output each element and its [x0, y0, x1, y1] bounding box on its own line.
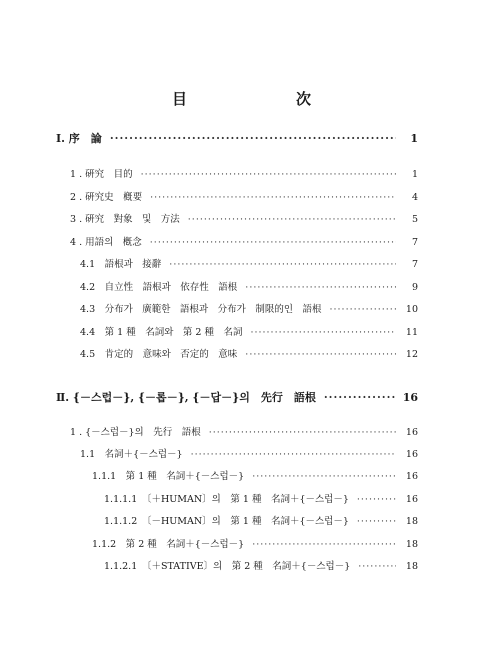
toc-entry-page: 9 — [411, 282, 418, 293]
leader-dots — [252, 471, 396, 482]
toc-entry-label: 1 . 硏究 目的 — [70, 169, 133, 180]
toc-entry-label: 1.1.1 第 1 種 名詞＋{－스럽－} — [92, 471, 245, 482]
leader-dots — [245, 282, 396, 293]
toc-entry-label: 1 . {－스럽－}의 先行 語根 — [70, 427, 201, 438]
toc-entry-2-1[interactable] — [70, 424, 418, 438]
toc-entry-page: 18 — [405, 561, 418, 572]
leader-dots — [191, 449, 396, 460]
toc-entry-page: 1 — [411, 169, 418, 180]
toc-entry-page: 11 — [405, 327, 418, 338]
leader-dots — [250, 327, 396, 338]
title-char-left: 目 — [172, 90, 188, 108]
leader-dots — [110, 132, 396, 145]
toc-entry-page: 7 — [411, 237, 418, 248]
toc-entry-page: 5 — [411, 214, 418, 225]
toc-entry-label: 1.1 名詞＋{－스럽－} — [80, 449, 183, 460]
leader-dots — [141, 169, 396, 180]
leader-dots — [209, 427, 396, 438]
toc-entry-page: 18 — [405, 516, 418, 527]
toc-entry-4[interactable] — [70, 234, 418, 248]
leader-dots — [357, 516, 396, 527]
toc-entry-label: Ⅱ. {－스럽－}, {－롭－}, {－답－}의 先行 語根 — [56, 391, 316, 404]
toc-entry-page: 16 — [405, 427, 418, 438]
toc-entry-label: 2 . 硏究史 槪要 — [70, 192, 143, 203]
toc-entry-1-1-1[interactable] — [92, 468, 418, 482]
title-char-right: 次 — [296, 90, 312, 108]
toc-entry-label: 4.5 肯定的 意味와 否定的 意味 — [80, 349, 238, 360]
toc-entry-1-1-1-1[interactable] — [104, 491, 418, 505]
toc-entry-page: 4 — [411, 192, 418, 203]
toc-entry-label: 4.2 自立性 語根과 依存性 語根 — [80, 282, 238, 293]
toc-entry-page: 10 — [405, 304, 418, 315]
toc-entry-1[interactable] — [70, 166, 418, 180]
toc-entry-page: 16 — [402, 391, 418, 404]
toc-entry-label: 1.1.1.1 〔＋HUMAN〕의 第 1 種 名詞＋{－스럽－} — [104, 494, 349, 505]
toc-entry-4-1[interactable] — [80, 256, 418, 270]
toc-entry-label: 1.1.1.2 〔－HUMAN〕의 第 1 種 名詞＋{－스럽－} — [104, 516, 349, 527]
toc-entry-page: 16 — [405, 471, 418, 482]
toc-entry-4-5[interactable] — [80, 346, 418, 360]
toc-entry-label: 4.4 第 1 種 名詞와 第 2 種 名詞 — [80, 327, 243, 338]
leader-dots — [330, 304, 397, 315]
toc-entry-label: 4.3 分布가 廣範한 語根과 分布가 制限的인 語根 — [80, 304, 322, 315]
toc-entry-label: 1.1.2 第 2 種 名詞＋{－스럽－} — [92, 539, 245, 550]
toc-entry-page: 7 — [411, 259, 418, 270]
toc-entry-page: 16 — [405, 494, 418, 505]
leader-dots — [358, 561, 396, 572]
toc-entry-1-1-2[interactable] — [92, 536, 418, 550]
toc-entry-page: 16 — [405, 449, 418, 460]
toc-entry-2[interactable] — [70, 189, 418, 203]
toc-entry-page: 12 — [405, 349, 418, 360]
toc-entry-label: Ⅰ. 序 論 — [56, 132, 102, 145]
leader-dots — [150, 237, 396, 248]
leader-dots — [252, 539, 396, 550]
toc-entry-4-3[interactable] — [80, 301, 418, 315]
toc-entry-label: 4 . 用語의 槪念 — [70, 237, 142, 248]
toc-entry-1-1-2-1[interactable] — [104, 558, 418, 572]
leader-dots — [245, 349, 396, 360]
toc-entry-3[interactable] — [70, 211, 418, 225]
toc-entry-4-4[interactable] — [80, 324, 418, 338]
leader-dots — [150, 192, 396, 203]
leader-dots — [188, 214, 396, 225]
toc-entry-page: 18 — [405, 539, 418, 550]
toc-entry-chapter-1[interactable] — [56, 130, 418, 146]
leader-dots — [169, 259, 396, 270]
toc-entry-1-1[interactable] — [80, 446, 418, 460]
toc-entry-chapter-2[interactable] — [56, 389, 418, 405]
toc-entry-4-2[interactable] — [80, 279, 418, 293]
toc-entry-label: 3 . 硏究 對象 및 方法 — [70, 214, 180, 225]
toc-entry-label: 1.1.2.1 〔＋STATIVE〕의 第 2 種 名詞＋{－스럽－} — [104, 561, 351, 572]
toc-entry-label: 4.1 語根과 接辭 — [80, 259, 162, 270]
toc-entry-1-1-1-2[interactable] — [104, 513, 418, 527]
leader-dots — [324, 391, 396, 404]
leader-dots — [357, 494, 396, 505]
toc-entry-page: 1 — [410, 132, 418, 145]
